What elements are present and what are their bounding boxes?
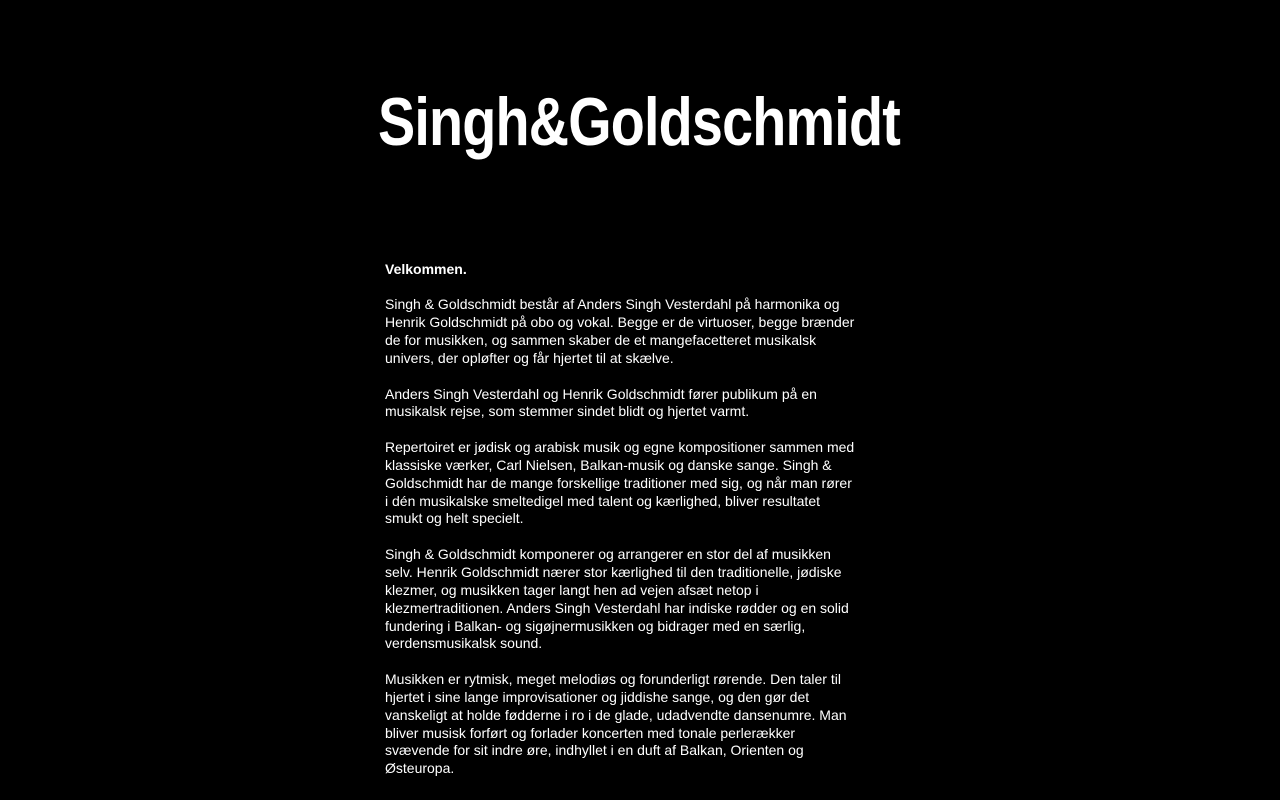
repertoire-paragraph: Repertoiret er jødisk og arabisk musik og egne kompositioner sammen med klassiske værker, Carl Nielsen, Balkan-musik og danske sange. Singh & Goldschmidt har de mange forskellige traditioner med sig, og når man rører i dén musikalske smeltedigel med talent og kærlighed, bliver resultatet smukt og helt specielt. bbox=[385, 438, 855, 527]
main-content bbox=[385, 261, 855, 796]
greeting-heading: Velkommen. bbox=[385, 261, 467, 277]
site-title[interactable]: Singh&Goldschmidt bbox=[378, 84, 900, 160]
journey-paragraph: Anders Singh Vesterdahl og Henrik Goldschmidt fører publikum på en musikalsk rejse, som stemmer sindet blidt og hjertet varmt. bbox=[385, 385, 817, 420]
intro-paragraph: Singh & Goldschmidt består af Anders Singh Vesterdahl på harmonika og Henrik Goldschmidt på obo og vokal. Begge er de virtuoser, begge brænder de for musikken, og sammen skaber de et mangefacetteret musikalsk univers, der opløfter og får hjertet til at skælve. bbox=[385, 296, 855, 367]
composition-paragraph: Singh & Goldschmidt komponerer og arrangerer en stor del af musikken selv. Henrik Goldschmidt nærer stor kærlighed til den traditionelle, jødiske klezmer, og musikken tager langt hen ad vejen afsæt netop i klezmertraditionen. Anders Singh Vesterdahl har indiske rødder og en solid fundering i Balkan- og sigøjnermusikken og bidrager med en særlig, verdensmusikalsk sound. bbox=[385, 545, 849, 652]
music-description-paragraph: Musikken er rytmisk, meget melodiøs og forunderligt rørende. Den taler til hjertet i sine lange improvisationer og jiddishe sange, og den gør det vanskeligt at holde fødderne i ro i de glade, udadvendte dansenumre. Man bliver musisk forført og forlader koncerten med tonale perlerækker svævende for sit indre øre, indhyllet i en duft af Balkan, Orienten og Østeuropa. bbox=[385, 670, 847, 777]
